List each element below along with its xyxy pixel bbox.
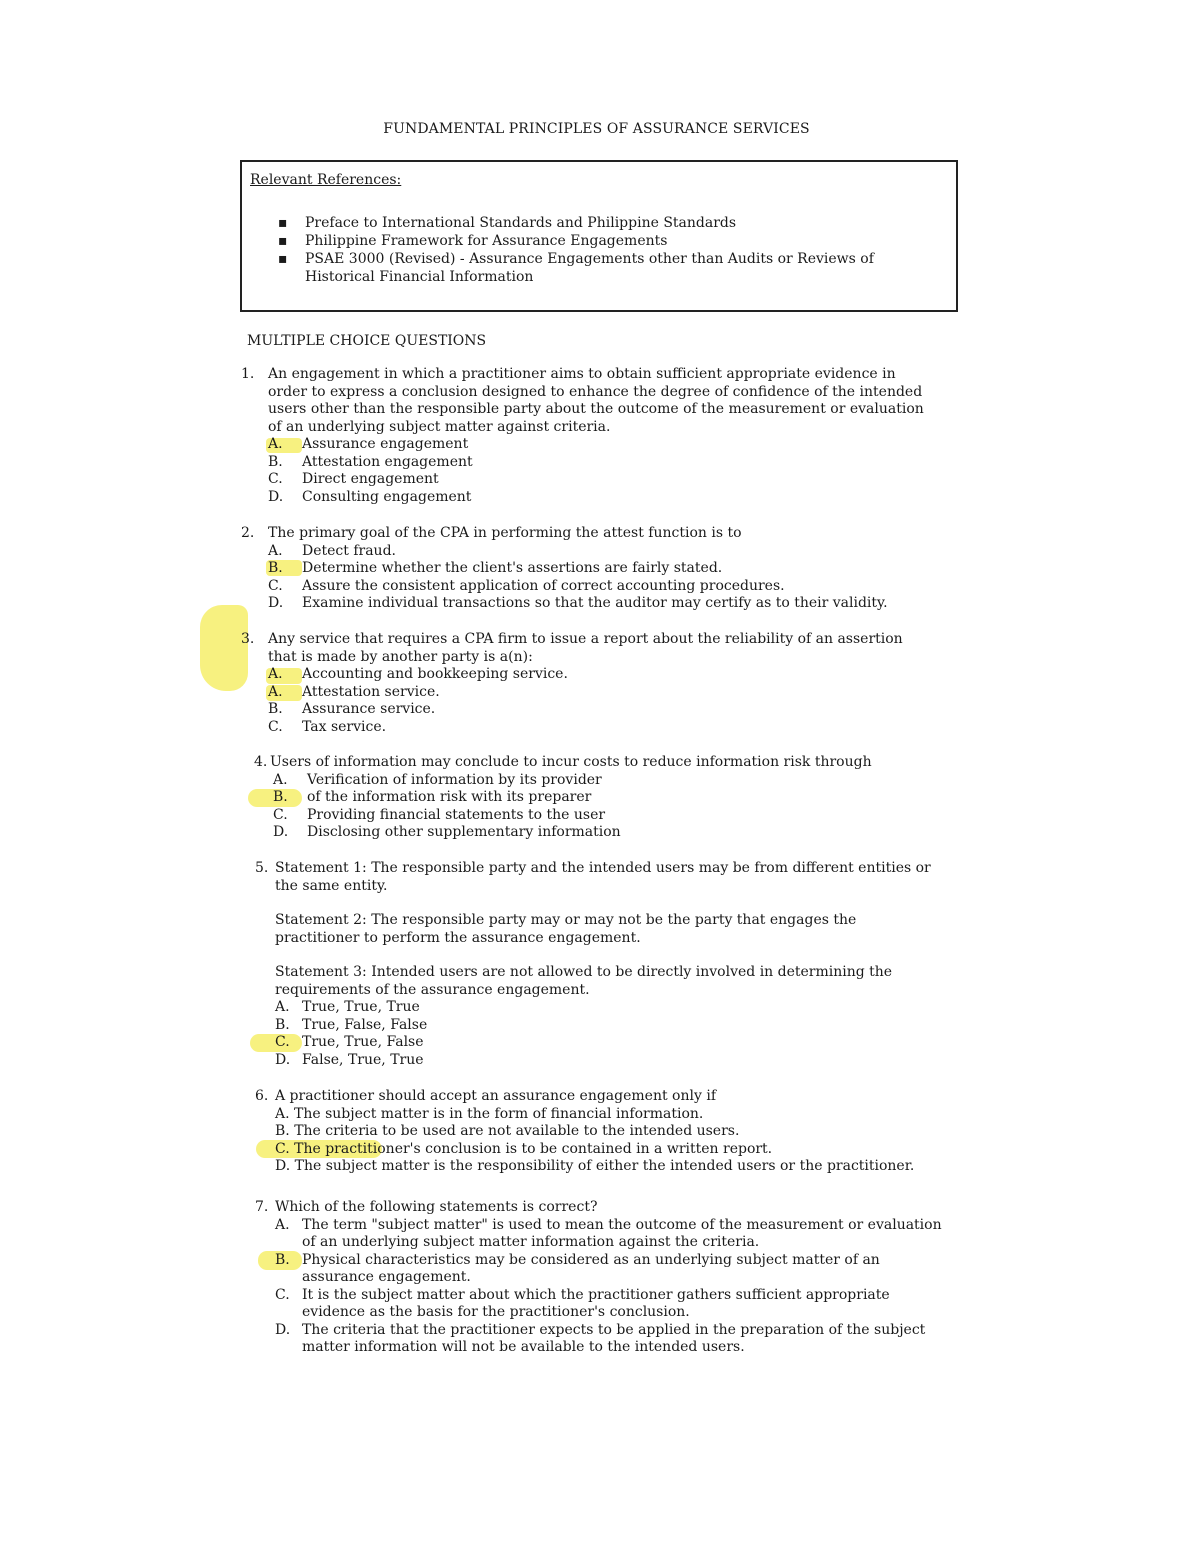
option-a: A. True, True, True	[275, 999, 420, 1015]
option-d: D. The subject matter is the responsibility of either the intended users or the practitioner.	[275, 1158, 915, 1174]
question-number: 7.	[255, 1199, 269, 1215]
option-c: C. Assure the consistent application of correct accounting procedures.	[268, 577, 785, 594]
option-b: B. of the information risk with its preparer	[273, 789, 592, 805]
option-a: A. The term "subject matter" is used to mean the outcome of the measurement or evaluation of an underlying subject matter information against the criteria.	[275, 1216, 942, 1250]
question-number: 2.	[241, 525, 255, 541]
statement-3: Statement 3: Intended users are not allowed to be directly involved in determining the requirements of the assurance engagement.	[275, 964, 893, 998]
references-list	[278, 214, 945, 286]
option-a: A. The subject matter is in the form of financial information.	[275, 1105, 704, 1122]
bullet-icon: ▪	[278, 215, 288, 231]
option-b: B. Determine whether the client's assertions are fairly stated.	[268, 560, 723, 576]
option-a: A. Assurance engagement	[268, 436, 469, 452]
reference-item: ▪ PSAE 3000 (Revised) - Assurance Engagements other than Audits or Reviews of Historical Financial Information	[278, 251, 874, 285]
question-stem: Any service that requires a CPA firm to issue a report about the reliability of an assertion that is made by another party is a(n):	[268, 631, 903, 665]
question-stem: Users of information may conclude to incur costs to reduce information risk through	[270, 754, 872, 770]
option-d: D. Consulting engagement	[268, 488, 472, 505]
question-stem: An engagement in which a practitioner aims to obtain sufficient appropriate evidence in order to express a conclusion designed to enhance the degree of confidence of the intended users other than the responsible party about the outcome of the measurement or evaluation of an underlying subject matter against criteria.	[268, 366, 924, 435]
option-a-2: A. Attestation service.	[268, 683, 440, 700]
option-b: B. Assurance service.	[268, 701, 436, 717]
page-title: FUNDAMENTAL PRINCIPLES OF ASSURANCE SERVICES	[383, 121, 810, 137]
question-5	[255, 860, 935, 1069]
option-b: B. The criteria to be used are not available to the intended users.	[275, 1123, 740, 1139]
option-b: B. Physical characteristics may be considered as an underlying subject matter of an assurance engagement.	[275, 1251, 880, 1285]
option-a: A. Detect fraud.	[268, 542, 396, 559]
option-d: D. False, True, True	[275, 1051, 424, 1068]
option-c: C. The practitioner's conclusion is to be contained in a written report.	[275, 1140, 773, 1157]
question-4	[254, 754, 932, 842]
option-a: A. Verification of information by its provider	[273, 771, 602, 788]
bullet-icon: ▪	[278, 233, 288, 249]
references-heading: Relevant References:	[250, 172, 402, 188]
question-7	[255, 1199, 950, 1357]
option-c: C. Providing financial statements to the user	[273, 806, 606, 823]
option-c: C. True, True, False	[275, 1034, 424, 1050]
statement-1: Statement 1: The responsible party and the intended users may be from different entities or the same entity.	[275, 860, 931, 894]
section-heading: MULTIPLE CHOICE QUESTIONS	[247, 333, 487, 349]
option-d: D. Examine individual transactions so that the auditor may certify as to their validity.	[268, 595, 888, 611]
question-1	[241, 366, 930, 506]
question-number: 6.	[255, 1088, 269, 1104]
option-d: D. Disclosing other supplementary information	[273, 824, 621, 840]
option-c: C. Direct engagement	[268, 471, 439, 487]
question-stem: A practitioner should accept an assurance engagement only if	[275, 1088, 716, 1104]
option-c: C. Tax service.	[268, 718, 387, 735]
reference-item: ▪ Preface to International Standards and Philippine Standards	[278, 215, 737, 231]
reference-item: ▪ Philippine Framework for Assurance Engagements	[278, 233, 668, 249]
question-number: 3.	[241, 631, 255, 647]
question-number: 1.	[241, 366, 255, 382]
option-b: B. Attestation engagement	[268, 453, 473, 470]
question-stem: The primary goal of the CPA in performing the attest function is to	[268, 525, 742, 541]
bullet-icon: ▪	[278, 251, 288, 267]
question-number: 5.	[255, 860, 269, 876]
statement-2: Statement 2: The responsible party may or may not be the party that engages the practitioner to perform the assurance engagement.	[275, 912, 857, 946]
question-6	[255, 1088, 935, 1176]
question-number: 4.	[254, 754, 268, 770]
references-box	[240, 160, 958, 312]
option-c: C. It is the subject matter about which the practitioner gathers sufficient appropriate evidence as the basis for the practitioner's conclusion.	[275, 1286, 890, 1320]
question-3	[241, 631, 930, 736]
option-b: B. True, False, False	[275, 1016, 428, 1033]
option-d: D. The criteria that the practitioner expects to be applied in the preparation of the subject matter information will not be available to the intended users.	[275, 1321, 926, 1355]
question-stem: Which of the following statements is correct?	[275, 1199, 598, 1215]
question-2	[241, 525, 930, 613]
option-a: A. Accounting and bookkeeping service.	[268, 666, 568, 682]
